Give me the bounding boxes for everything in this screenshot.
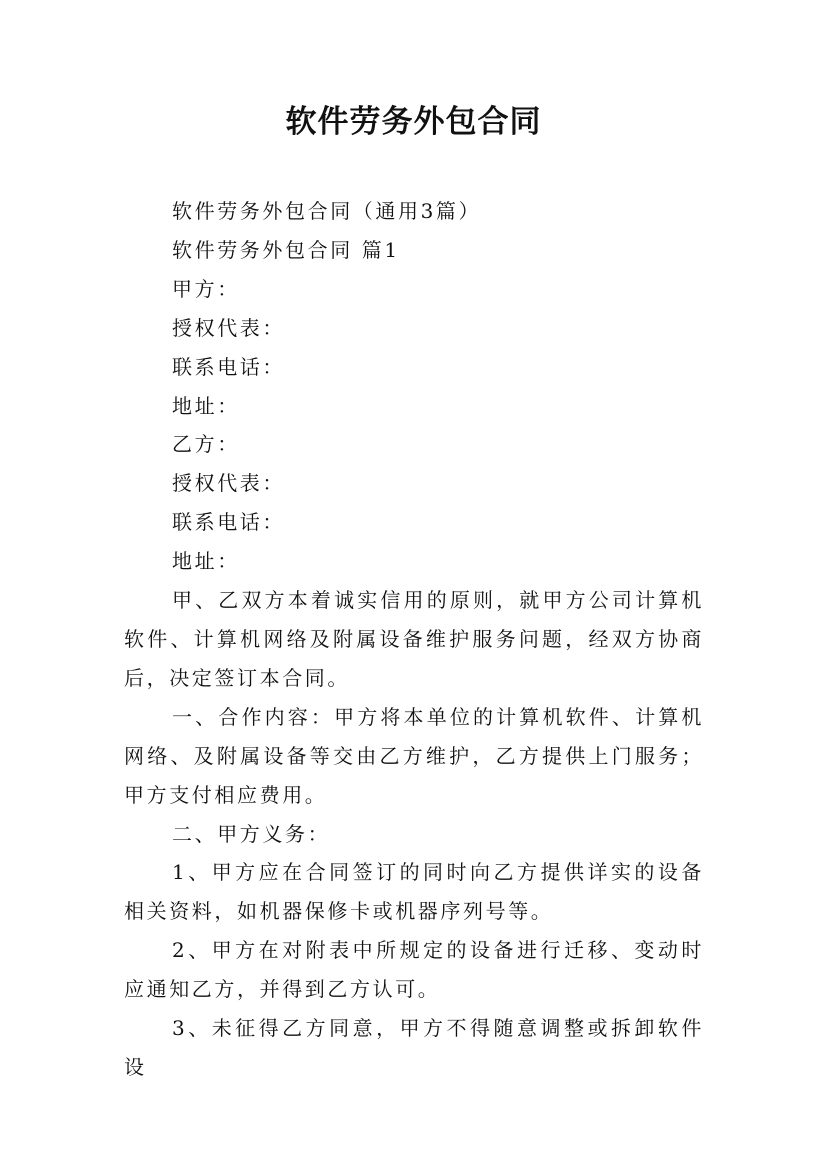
- obligation-item-2: 2、甲方在对附表中所规定的设备进行迁移、变动时应通知乙方，并得到乙方认可。: [124, 938, 704, 1002]
- obligation-item-1: 1、甲方应在合同签订的同时向乙方提供详实的设备相关资料，如机器保修卡或机器序列号等。: [124, 860, 704, 924]
- clause-party-a-obligations: 二、甲方义务：: [172, 821, 331, 846]
- subtitle-paragraph: 软件劳务外包合同（通用3篇）: [172, 199, 482, 223]
- section-heading: 软件劳务外包合同 篇1: [172, 237, 400, 262]
- party-b-phone: 联系电话：: [172, 510, 285, 535]
- obligation-item-3: 3、未征得乙方同意，甲方不得随意调整或拆卸软件设: [124, 1016, 704, 1079]
- document-body: [124, 192, 704, 1087]
- party-b-address: 地址：: [172, 549, 240, 574]
- party-a-phone: 联系电话：: [172, 354, 285, 379]
- preamble-paragraph: 甲、乙双方本着诚实信用的原则，就甲方公司计算机软件、计算机网络及附属设备维护服务问题，经双方协商后，决定签订本合同。: [124, 588, 704, 690]
- party-a-representative: 授权代表：: [172, 315, 285, 340]
- party-b-representative: 授权代表：: [172, 471, 285, 496]
- party-b-label: 乙方：: [172, 432, 240, 457]
- party-a-label: 甲方：: [172, 276, 240, 301]
- party-a-address: 地址：: [172, 393, 240, 418]
- document-title: 软件劳务外包合同: [285, 104, 542, 140]
- clause-cooperation: 一、合作内容：甲方将本单位的计算机软件、计算机网络、及附属设备等交由乙方维护，乙方提供上门服务；甲方支付相应费用。: [124, 704, 704, 807]
